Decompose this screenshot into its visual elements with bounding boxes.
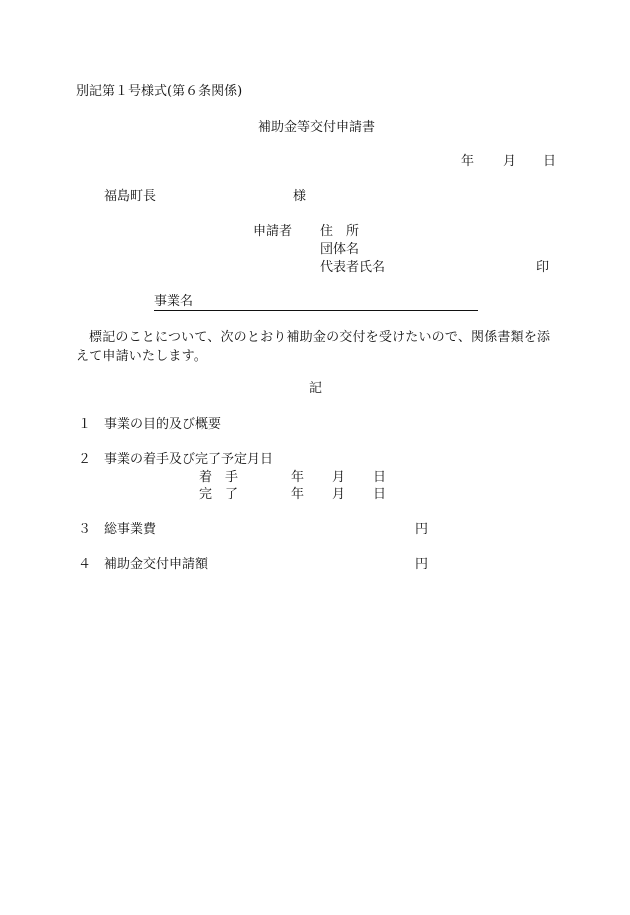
item-unit: 円 <box>415 522 429 537</box>
project-name-label: 事業名 <box>154 294 194 309</box>
document-title: 補助金等交付申請書 <box>258 120 376 135</box>
address-label: 住 所 <box>320 224 360 239</box>
item-label: 総事業費 <box>104 522 157 537</box>
item-label: 事業の目的及び概要 <box>104 417 222 432</box>
item-number: １ <box>78 417 92 432</box>
org-label: 団体名 <box>320 242 360 257</box>
project-name-line <box>154 295 478 311</box>
schedule-end-month: 月 <box>332 487 346 502</box>
schedule-end-label: 完 了 <box>199 487 239 502</box>
addressee-honorific: 様 <box>293 189 307 204</box>
schedule-start-label: 着 手 <box>199 470 239 485</box>
record-heading: 記 <box>309 381 323 396</box>
item-number: ３ <box>78 522 92 537</box>
addressee-name: 福島町長 <box>104 189 157 204</box>
item-unit: 円 <box>415 557 429 572</box>
schedule-end-day: 日 <box>373 487 387 502</box>
date-day: 日 <box>543 154 557 169</box>
item-label: 補助金交付申請額 <box>104 557 209 572</box>
seal-mark: 印 <box>536 260 550 275</box>
item-label: 事業の着手及び完了予定月日 <box>104 452 274 467</box>
body-paragraph <box>76 328 561 366</box>
schedule-end-year: 年 <box>291 487 305 502</box>
date-month: 月 <box>503 154 517 169</box>
item-number: ４ <box>78 557 92 572</box>
body-text: 標記のことについて、次のとおり補助金の交付を受けたいので、関係書類を添えて申請いたします。 <box>76 330 551 364</box>
date-year: 年 <box>461 154 475 169</box>
schedule-start-day: 日 <box>373 470 387 485</box>
item-number: ２ <box>78 452 92 467</box>
schedule-start-year: 年 <box>291 470 305 485</box>
form-label: 別記第１号様式(第６条関係) <box>76 84 243 99</box>
rep-label: 代表者氏名 <box>320 260 386 275</box>
applicant-label: 申請者 <box>253 224 293 239</box>
schedule-start-month: 月 <box>332 470 346 485</box>
